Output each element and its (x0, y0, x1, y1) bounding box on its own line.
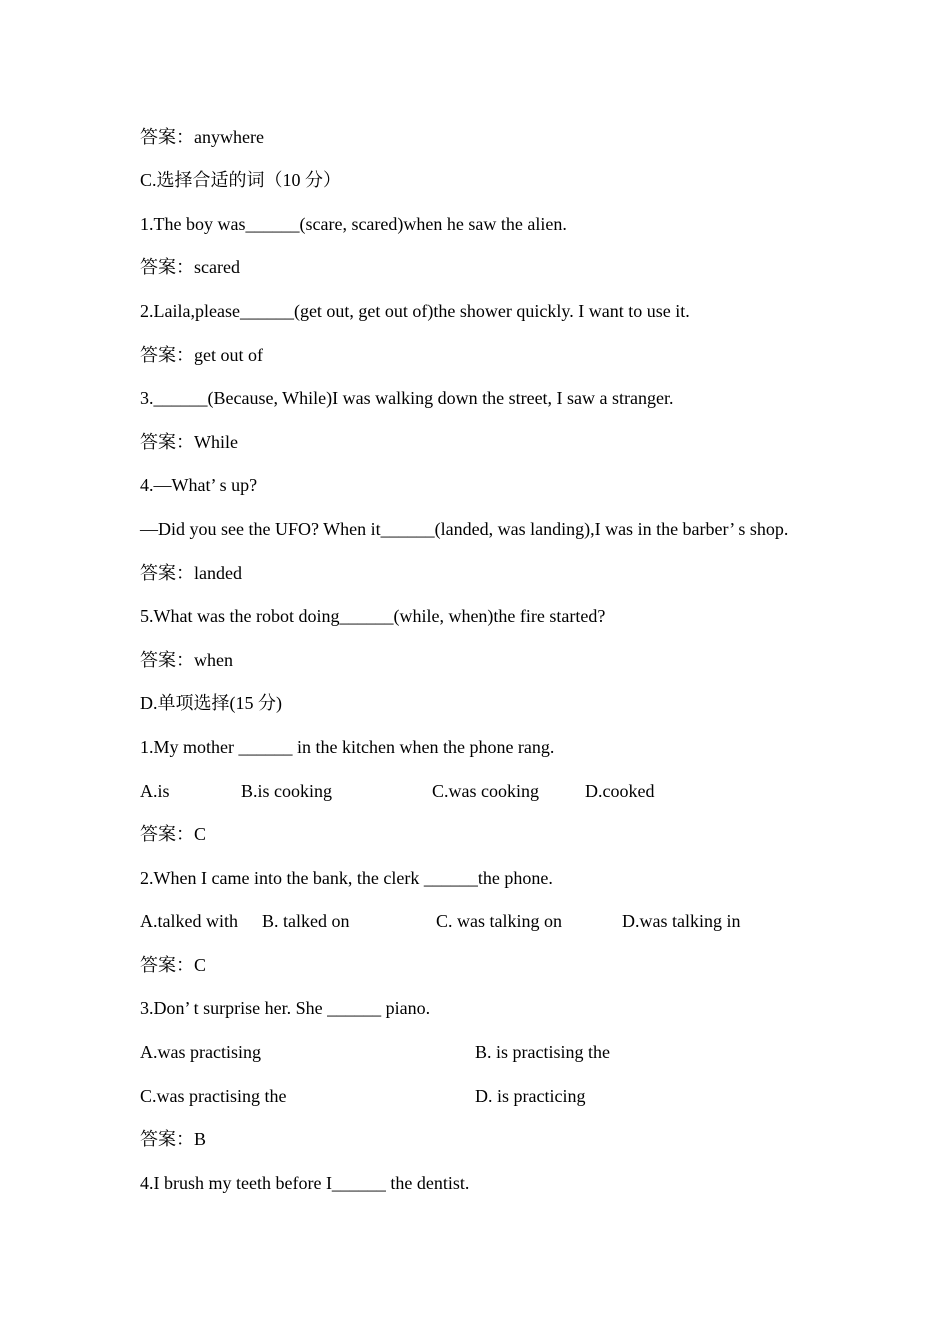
answer-line: 答案：landed (140, 563, 242, 583)
option-c: C. was talking on (436, 911, 562, 931)
option-a: A.was practising (140, 1042, 261, 1062)
answer-line: 答案：scared (140, 257, 240, 277)
question-line: 3.______(Because, While)I was walking down the street, I saw a stranger. (140, 388, 674, 408)
option-d: D.cooked (585, 781, 655, 801)
answer-line: 答案：B (140, 1129, 207, 1149)
question-line: —Did you see the UFO? When it______(landed, was landing),I was in the barber’ s shop. (140, 519, 789, 539)
option-d: D.was talking in (622, 911, 741, 931)
answer-line: 答案：when (140, 650, 233, 670)
answer-line: 答案：While (140, 432, 238, 452)
question-line: 2.Laila,please______(get out, get out of)the shower quickly. I want to use it. (140, 301, 690, 321)
option-c: C.was practising the (140, 1086, 287, 1106)
question-line: 3.Don’ t surprise her. She ______ piano. (140, 998, 431, 1018)
question-line: 1.The boy was______(scare, scared)when he saw the alien. (140, 214, 567, 234)
question-line: 5.What was the robot doing______(while, when)the fire started? (140, 606, 606, 626)
answer-line: 答案：C (140, 955, 207, 975)
question-line: 4.I brush my teeth before I______ the dentist. (140, 1173, 470, 1193)
option-b: B. talked on (262, 911, 350, 931)
option-b: B. is practising the (475, 1042, 610, 1062)
section-heading-c: C.选择合适的词（10 分） (140, 170, 342, 190)
answer-line: 答案：anywhere (140, 127, 264, 147)
option-d: D. is practicing (475, 1086, 586, 1106)
option-b: B.is cooking (241, 781, 333, 801)
answer-line: 答案：C (140, 824, 207, 844)
section-heading-d: D.单项选择(15 分) (140, 693, 282, 713)
answer-line: 答案：get out of (140, 345, 263, 365)
question-line: 1.My mother ______ in the kitchen when the phone rang. (140, 737, 555, 757)
option-a: A.talked with (140, 911, 238, 931)
option-c: C.was cooking (432, 781, 539, 801)
question-line: 2.When I came into the bank, the clerk ______the phone. (140, 868, 553, 888)
question-line: 4.—What’ s up? (140, 475, 258, 495)
option-a: A.is (140, 781, 170, 801)
